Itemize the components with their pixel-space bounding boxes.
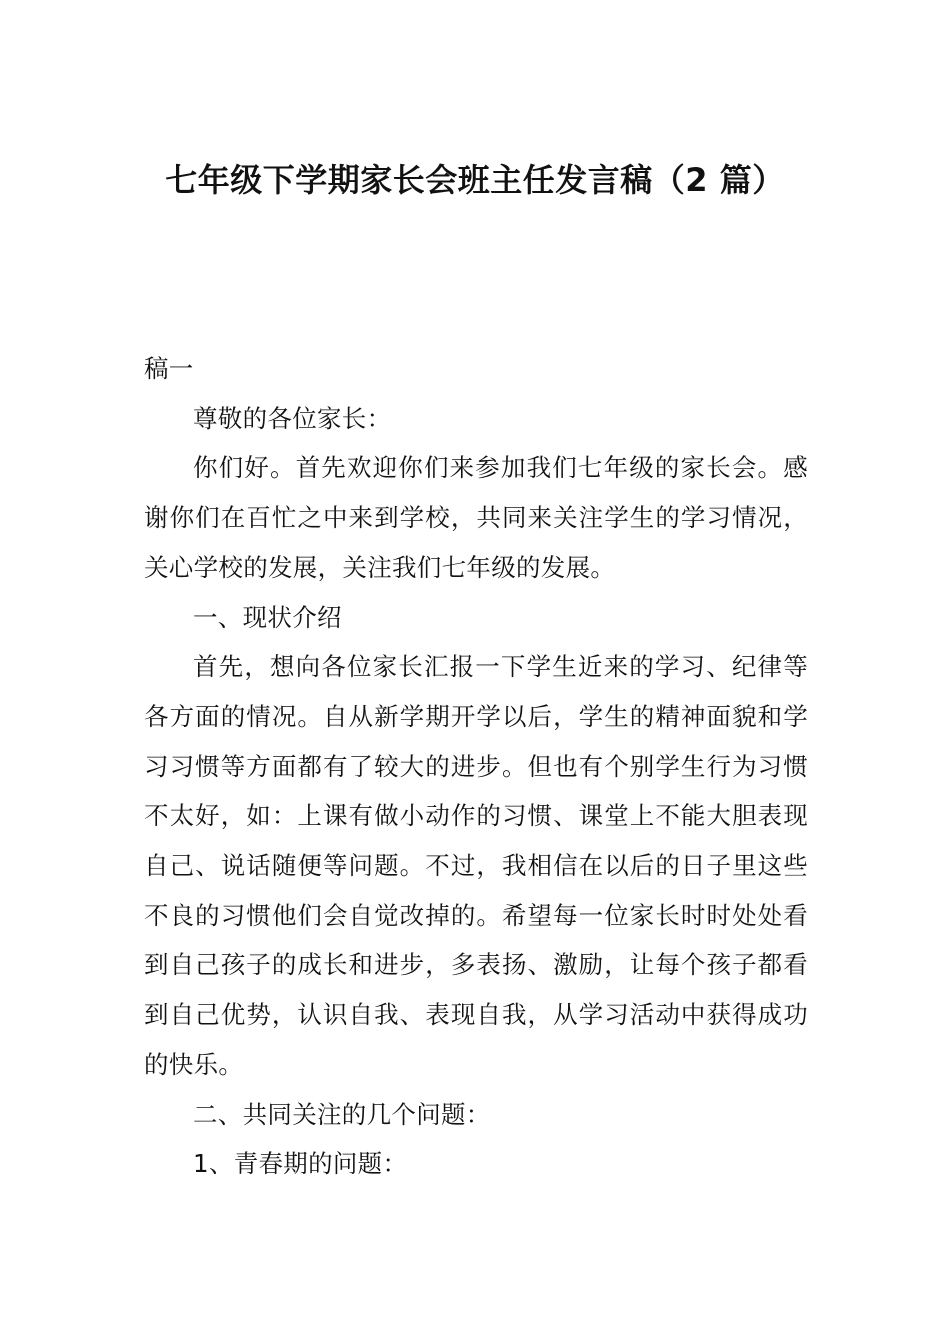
heading-common-concerns: 二、共同关注的几个问题： — [193, 1099, 491, 1129]
document-title: 七年级下学期家长会班主任发言稿（2 篇） — [165, 161, 785, 199]
salutation: 尊敬的各位家长： — [193, 403, 392, 433]
document-body — [144, 344, 808, 1189]
subheading-adolescence: 1、青春期的问题： — [193, 1149, 408, 1179]
heading-current-status: 一、现状介绍 — [193, 602, 342, 632]
paragraph-welcome: 你们好。首先欢迎你们来参加我们七年级的家长会。感谢你们在百忙之中来到学校，共同来关注学生的学习情况，关心学校的发展，关注我们七年级的发展。 — [144, 453, 808, 582]
section-heading-draft-one: 稿一 — [144, 354, 194, 383]
paragraph-status-report: 首先，想向各位家长汇报一下学生近来的学习、纪律等各方面的情况。自从新学期开学以后，学生的精神面貌和学习习惯等方面都有了较大的进步。但也有个别学生行为习惯不太好，如：上课有做小动作的习惯、课堂上不能大胆表现自己、说话随便等问题。不过，我相信在以后的日子里这些不良的习惯他们会自觉改掉的。希望每一位家长时时处处看到自己孩子的成长和进步，多表扬、激励，让每个孩子都看到自己优势，认识自我、表现自我，从学习活动中获得成功的快乐。 — [144, 652, 808, 1079]
